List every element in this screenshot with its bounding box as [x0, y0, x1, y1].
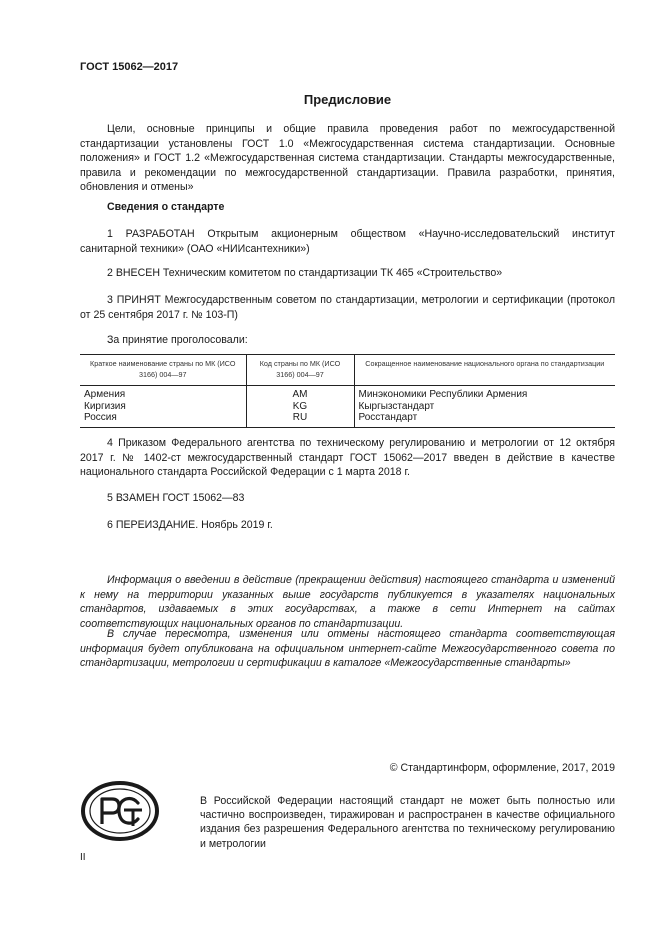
- item-4-enacted: 4 Приказом Федерального агентства по техническому регулированию и метрологии от 12 октября 2017 г. № 1402-ст межгосударственный стандарт ГОСТ 15062—2017 введен в действие в качестве национального стандарта Российской Федерации с 1 марта 2018 г.: [80, 437, 615, 479]
- item-3-adopted: 3 ПРИНЯТ Межгосударственным советом по стандартизации, метрологии и сертификации (протокол от 25 сентября 2017 г. № 103-П): [80, 294, 615, 321]
- info-paragraph-1: Информация о введении в действие (прекращении действия) настоящего стандарта и изменений к нему на территории указанных выше государств публикуется в указателях национальных стандартов, издаваемых в этих государствах, а также в сети Интернет на сайтах соответствующих национальных органов по стандартизации.: [80, 574, 615, 630]
- country-code: RU: [292, 412, 308, 424]
- info-paragraph-2: В случае пересмотра, изменения или отмены настоящего стандарта соответствующая информация будет опубликована на официальном интернет-сайте Межгосударственного совета по стандартизации, метрологии и сертификации в каталоге «Межгосударственные стандарты»: [80, 628, 615, 670]
- country-name: Армения: [84, 389, 126, 400]
- country-name: Россия: [84, 412, 117, 424]
- standards-body: Росстандарт: [358, 412, 418, 424]
- body-cell: [354, 386, 615, 428]
- item-2-introduced: 2 ВНЕСЕН Техническим комитетом по стандартизации ТК 465 «Строительство»: [107, 267, 503, 279]
- standard-code-header: ГОСТ 15062—2017: [80, 61, 179, 73]
- table-header-row: [80, 355, 615, 386]
- reproduction-notice: В Российской Федерации настоящий стандарт не может быть полностью или частично воспроизведен, тиражирован и распространен в качестве официального издания без разрешения Федерального агентства по техническому регулированию и метрологии: [200, 794, 615, 850]
- standards-body: Кыргызстандарт: [358, 400, 435, 412]
- item-5-replaces: 5 ВЗАМЕН ГОСТ 15062—83: [107, 492, 245, 504]
- page-number: II: [80, 852, 86, 863]
- intro-paragraph: Цели, основные принципы и общие правила проведения работ по межгосударственной стандартизации установлены ГОСТ 1.0 «Межгосударственная система стандартизации. Основные положения» и ГОСТ 1.2 «Межгосударственная система стандартизации. Стандарты межгосударственные, правила и рекомендации по межгосударственной стандартизации. Правила разработки, принятия, обновления и отмены»: [80, 123, 615, 194]
- voting-countries-table: [80, 354, 615, 428]
- item-6-reissue: 6 ПЕРЕИЗДАНИЕ. Ноябрь 2019 г.: [107, 519, 273, 531]
- col-code-header: Код страны по МК (ИСО 3166) 004—97: [246, 355, 354, 386]
- rst-certification-mark-icon: [80, 780, 160, 842]
- page-title: Предисловие: [303, 92, 392, 107]
- country-cell: [80, 386, 246, 428]
- item-1-developed: 1 РАЗРАБОТАН Открытым акционерным обществом «Научно-исследовательский институт санитарной техники» (ОАО «НИИсантехники»): [80, 228, 615, 255]
- copyright-line: © Стандартинформ, оформление, 2017, 2019: [389, 762, 615, 774]
- country-code: KG: [292, 400, 308, 412]
- voted-label: За принятие проголосовали:: [107, 334, 248, 346]
- table-row: [80, 386, 615, 428]
- standards-body: Минэкономики Республики Армения: [358, 389, 528, 400]
- col-country-header: Краткое наименование страны по МК (ИСО 3166) 004—97: [80, 355, 246, 386]
- col-body-header: Сокращенное наименование национального органа по стандартизации: [354, 355, 615, 386]
- country-code: AM: [292, 389, 308, 400]
- section-title: Сведения о стандарте: [107, 201, 225, 213]
- code-cell: [246, 386, 354, 428]
- country-name: Киргизия: [84, 400, 126, 412]
